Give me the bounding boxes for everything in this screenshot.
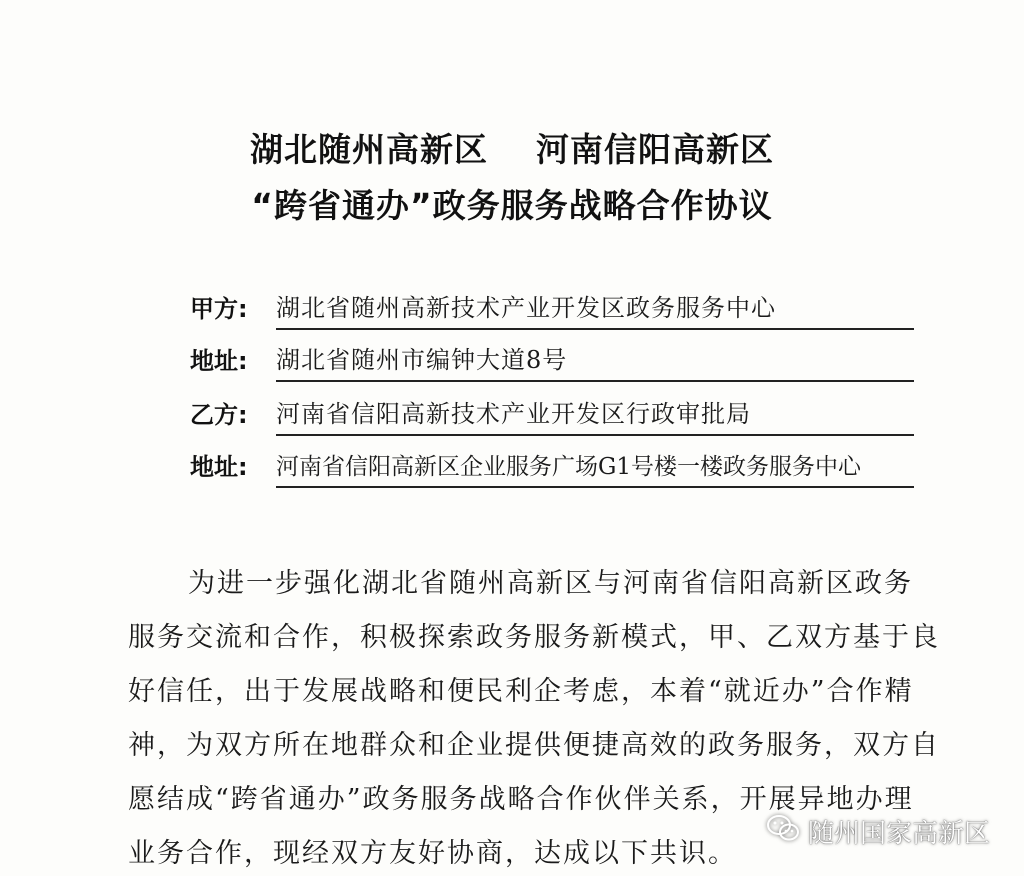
body-line: 神，为双方所在地群众和企业提供便捷高效的政务服务，双方自 xyxy=(128,730,940,761)
party-a-field xyxy=(276,288,914,330)
party-a-address-value: 湖北省随州市编钟大道8号 xyxy=(276,346,568,374)
party-b-label: 乙方: xyxy=(190,401,248,429)
body-line: 业务合作，现经双方友好协商，达成以下共识。 xyxy=(128,838,737,869)
party-a-label: 甲方: xyxy=(190,295,248,323)
party-a-address-label: 地址: xyxy=(190,347,248,375)
party-b-field xyxy=(276,394,914,436)
body-line: 为进一步强化湖北省随州高新区与河南省信阳高新区政务 xyxy=(188,568,913,599)
title-right-party: 河南信阳高新区 xyxy=(536,130,774,169)
party-a-value: 湖北省随州高新技术产业开发区政务服务中心 xyxy=(276,294,776,322)
body-line: 愿结成“跨省通办”政务服务战略合作伙伴关系，开展异地办理 xyxy=(128,784,914,815)
document-title-line-1 xyxy=(0,124,1024,171)
party-b-value: 河南省信阳高新技术产业开发区行政审批局 xyxy=(276,400,751,428)
wechat-icon xyxy=(766,814,800,849)
party-b-address-field xyxy=(276,446,914,488)
party-b-address-row xyxy=(190,448,914,488)
party-b-row xyxy=(190,396,914,436)
party-a-address-row xyxy=(190,342,914,382)
title-left-party: 湖北随州高新区 xyxy=(250,130,488,169)
party-b-address-value: 河南省信阳高新区企业服务广场G1号楼一楼政务服务中心 xyxy=(276,454,862,480)
body-line: 服务交流和合作，积极探索政务服务新模式，甲、乙双方基于良 xyxy=(128,622,940,653)
watermark-text: 随州国家高新区 xyxy=(807,819,990,849)
body-line: 好信任，出于发展战略和便民利企考虑，本着“就近办”合作精 xyxy=(128,676,914,707)
document-title-line-2: “跨省通办”政务服务战略合作协议 xyxy=(251,186,773,225)
party-a-address-field xyxy=(276,340,914,382)
party-b-address-label: 地址: xyxy=(190,453,248,481)
party-a-row xyxy=(190,290,914,330)
wechat-watermark xyxy=(766,813,990,850)
